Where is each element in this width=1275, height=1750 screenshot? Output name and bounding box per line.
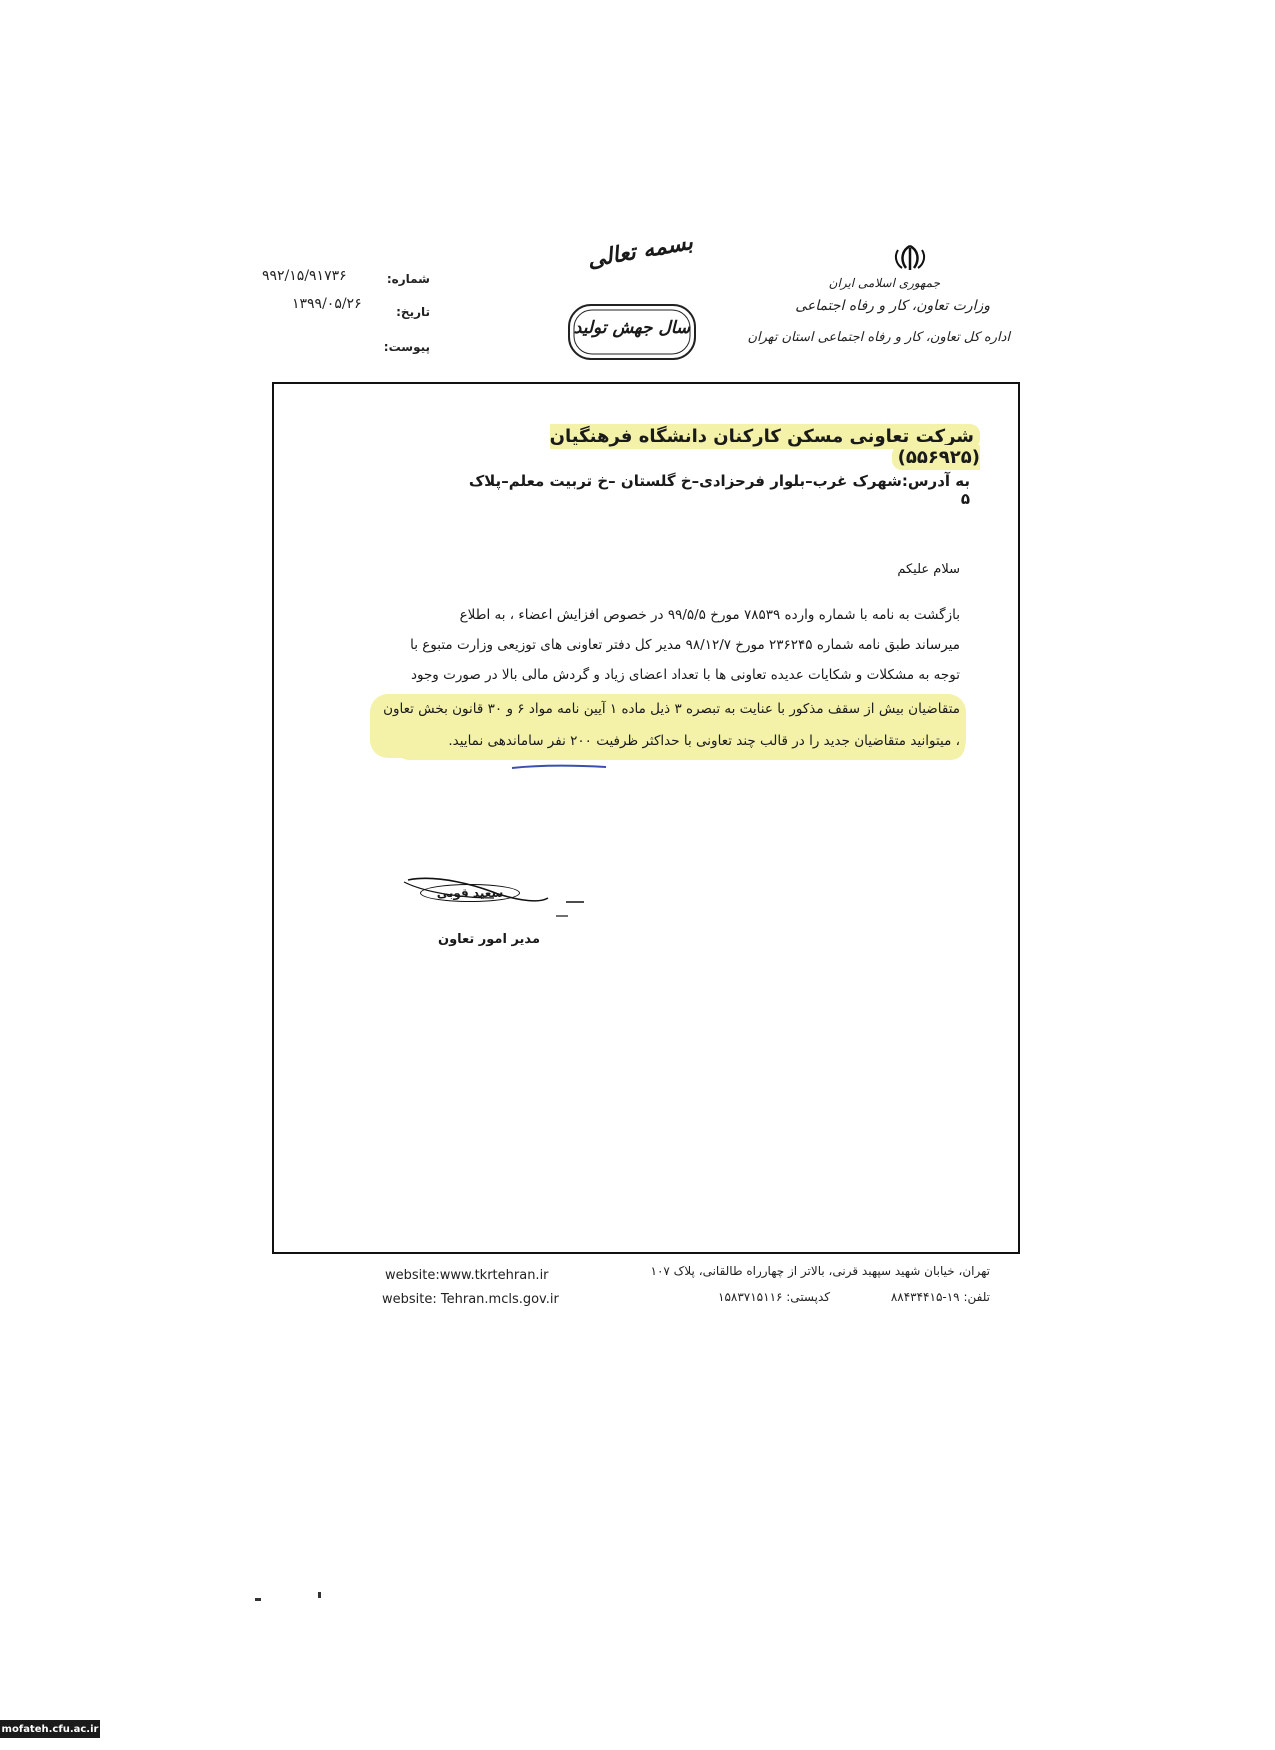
footer-postal: کدپستی: ۱۵۸۳۷۱۵۱۱۶ [718,1290,830,1304]
slogan-stamp-text: سال جهش تولید [573,318,691,338]
attachment-label: پیوست: [383,340,430,354]
body-line-3: توجه به مشکلات و شکایات عدیده تعاونی ها با تعداد اعضای زیاد و گردش مالی بالا در صورت وجود [410,667,960,683]
greeting: سلام علیکم [897,562,960,577]
footer-website-2: website: Tehran.mcls.gov.ir [382,1292,559,1307]
footer-address: تهران، خیابان شهید سپهبد قرنی، بالاتر از چهارراه طالقانی، پلاک ۱۰۷ [650,1264,990,1278]
footer-website-1: website:www.tkrtehran.ir [385,1268,549,1283]
number-label: شماره: [386,272,430,286]
footer-phone: تلفن: ۱۹-۸۸۴۳۴۴۱۵ [890,1290,990,1304]
body-line-4: متقاضیان بیش از سقف مذکور با عنایت به تبصره ۳ ذیل ماده ۱ آیین نامه مواد ۶ و ۳۰ قانون بخش تعاون [383,701,960,717]
recipient-line [500,426,980,468]
recipient-name: شرکت تعاونی مسکن کارکنان دانشگاه فرهنگیان (۵۵۶۹۲۵) [549,426,980,468]
letter-frame [272,382,1020,1254]
recipient-address: به آدرس:شهرک غرب–بلوار فرحزادی–خ گلستان –خ تربیت معلم–پلاک ۵ [468,472,970,508]
signature-name: سعید قوبی [420,884,520,902]
ministry-line-3: اداره کل تعاون، کار و رفاه اجتماعی استان تهران [747,330,1010,345]
date-value: ۱۳۹۹/۰۵/۲۶ [292,296,362,312]
date-label: تاریخ: [396,305,430,319]
ministry-line-1: جمهوری اسلامی ایران [828,276,940,290]
signature-title: مدیر امور تعاون [438,932,540,947]
ministry-line-2: وزارت تعاون، کار و رفاه اجتماعی [795,298,990,314]
body-line-2: میرساند طبق نامه شماره ۲۳۶۲۴۵ مورخ ۹۸/۱۲/۷ مدیر کل دفتر تعاونی های توزیعی وزارت متبوع با [410,637,960,653]
slogan-stamp [566,302,698,362]
body-line-5: ، میتوانید متقاضیان جدید را در قالب چند تعاونی با حداکثر ظرفیت ۲۰۰ نفر ساماندهی نمایید. [448,733,960,749]
iran-emblem [890,244,930,272]
body-line-1: بازگشت به نامه با شماره وارده ۷۸۵۳۹ مورخ ۹۹/۵/۵ در خصوص افزایش اعضاء ، به اطلاع [459,607,960,623]
pen-underline [510,756,610,766]
stray-mark-2 [318,1592,321,1598]
stray-mark-1 [255,1598,261,1601]
site-watermark: mofateh.cfu.ac.ir [0,1720,100,1738]
number-value: ۹۹۲/۱۵/۹۱۷۳۶ [262,268,347,284]
basmala: بسمه تعالی [585,228,695,274]
